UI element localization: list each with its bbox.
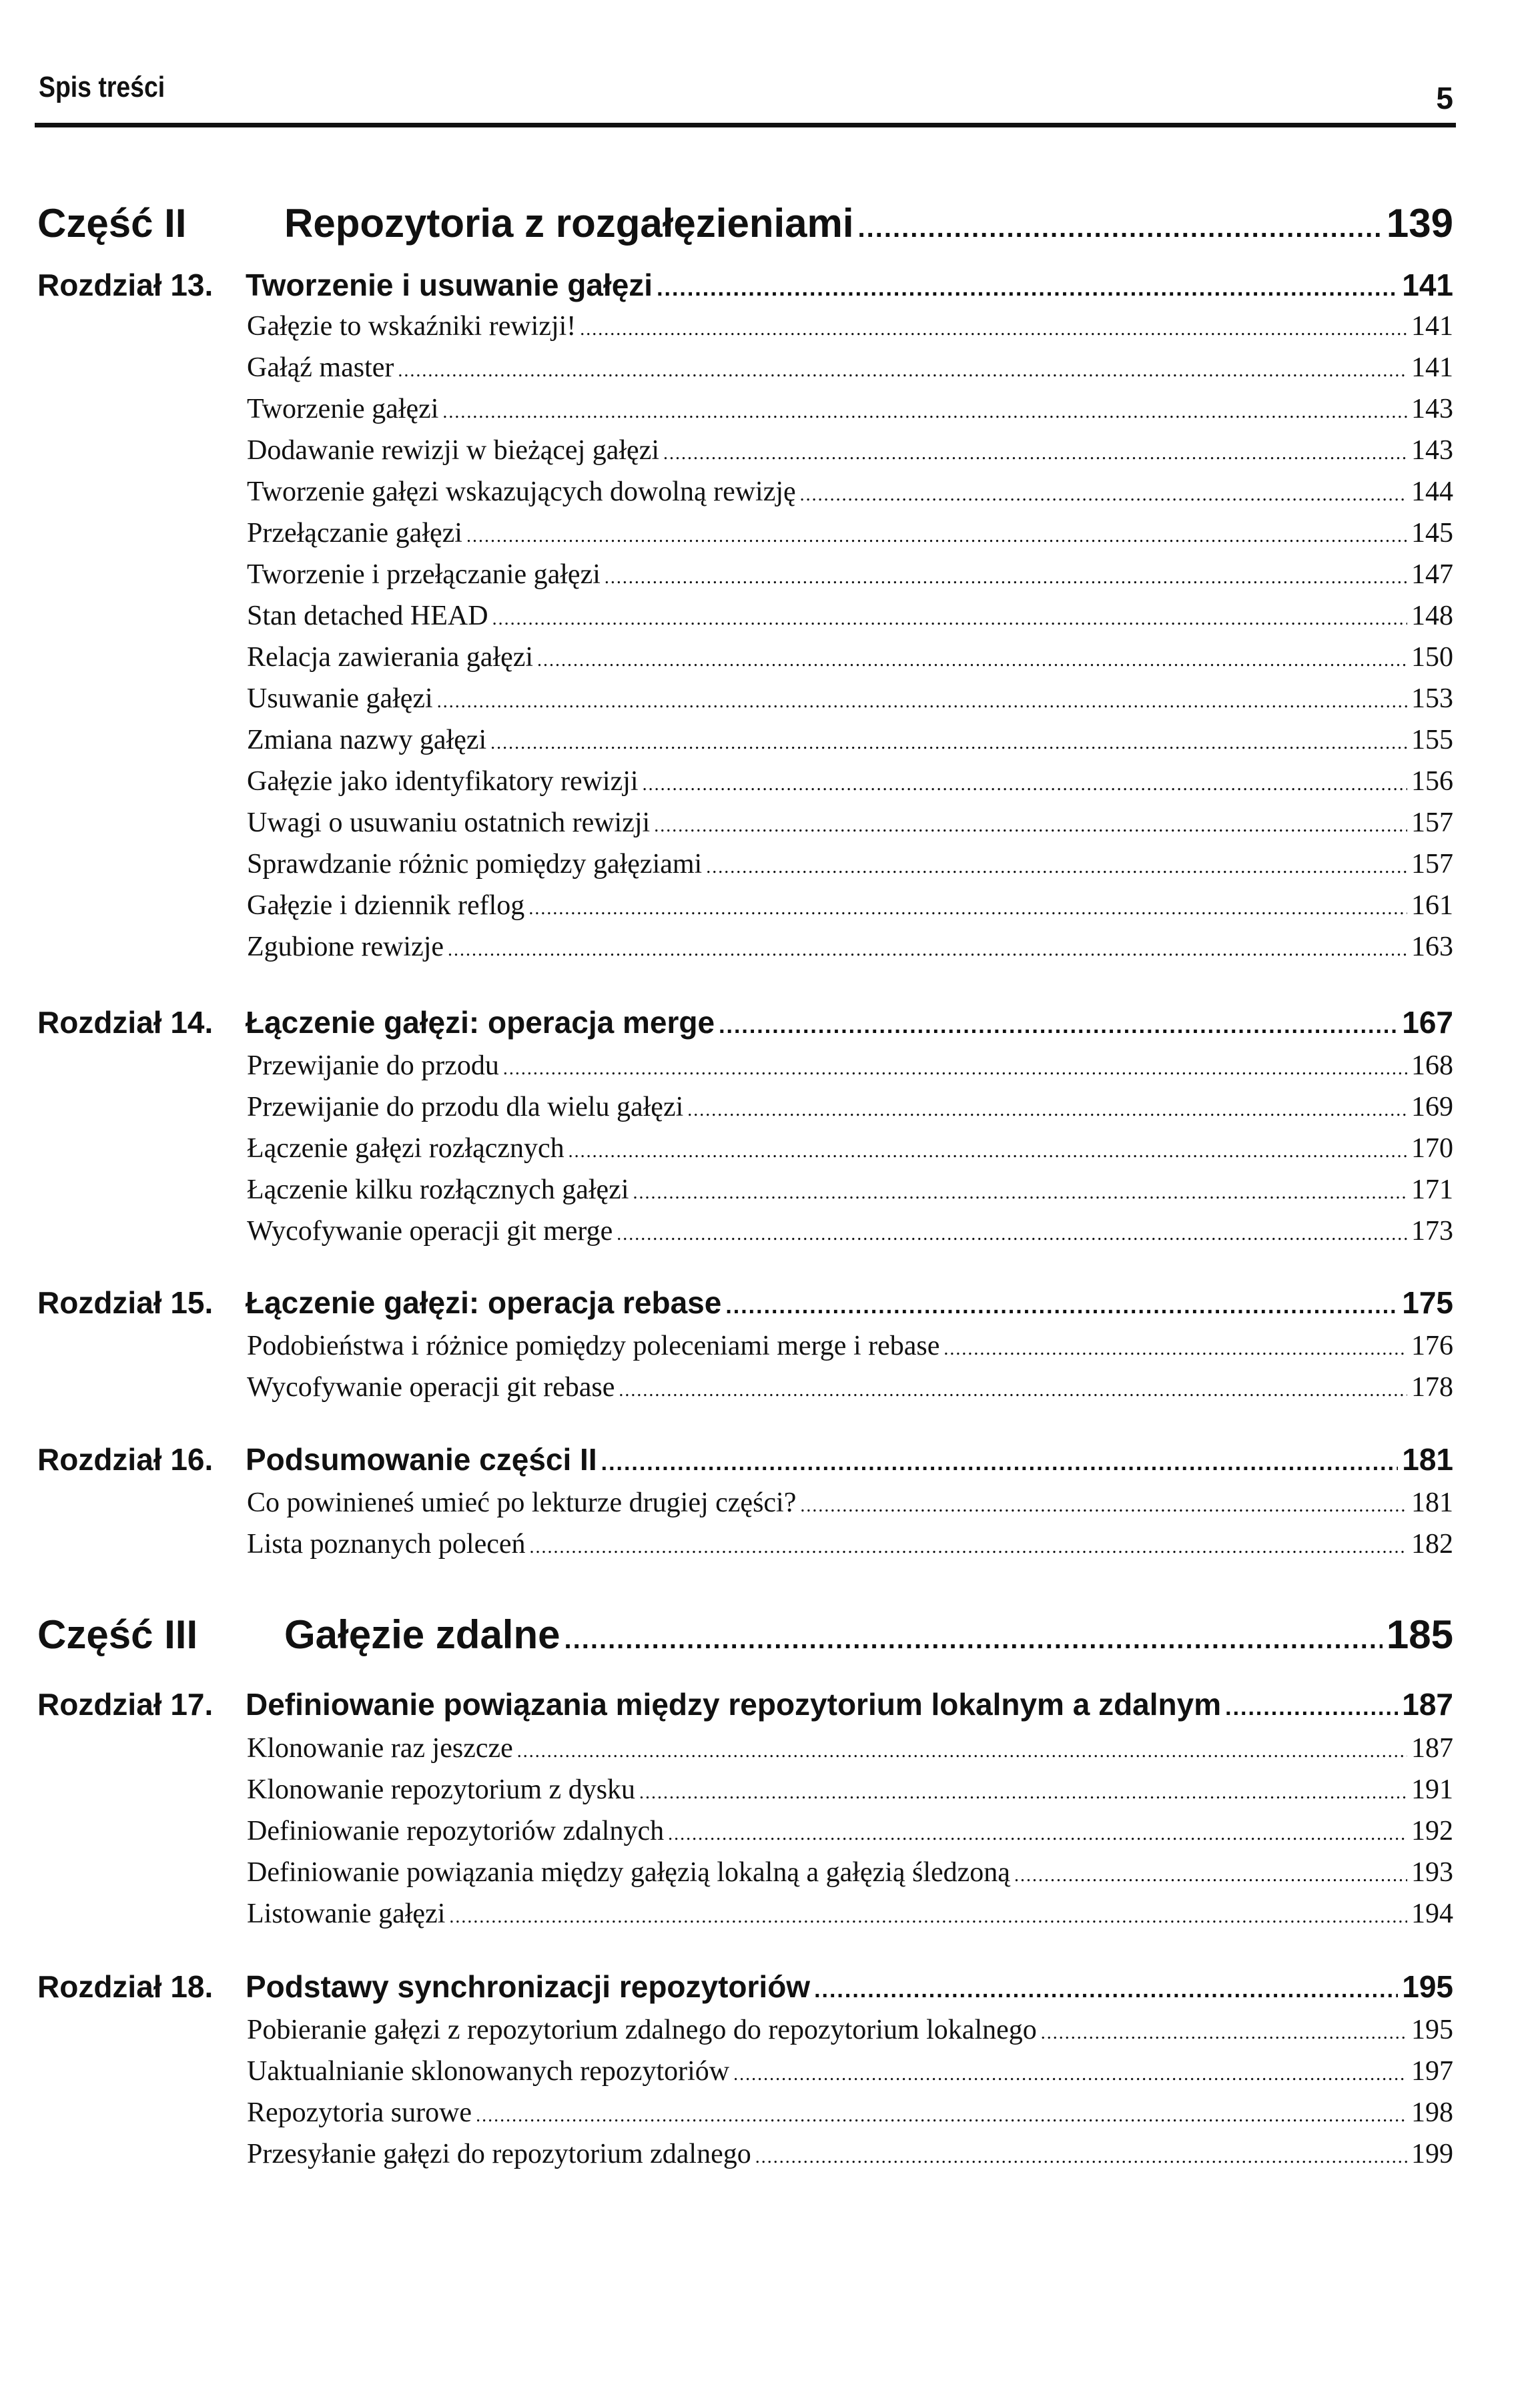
toc-section-entry[interactable] <box>0 517 1540 549</box>
toc-chapter-title: Tworzenie i usuwanie gałęzi <box>246 268 653 302</box>
toc-section-entry[interactable] <box>0 1732 1540 1764</box>
toc-section-entry[interactable] <box>0 2138 1540 2170</box>
toc-page-number: 148 <box>1411 601 1453 631</box>
dot-leader <box>639 1782 1407 1804</box>
dot-leader <box>1041 2023 1407 2044</box>
toc-section-entry[interactable] <box>0 724 1540 756</box>
toc-section-title: Dodawanie rewizji w bieżącej gałęzi <box>247 435 660 466</box>
toc-section-entry[interactable] <box>0 1898 1540 1930</box>
dot-leader <box>706 857 1407 878</box>
toc-chapter-entry[interactable] <box>0 1285 1540 1321</box>
toc-page-number: 173 <box>1411 1216 1453 1247</box>
toc-section-title: Gałęzie to wskaźniki rewizji! <box>247 311 576 342</box>
toc-section-title: Relacja zawierania gałęzi <box>247 642 534 673</box>
toc-section-title: Klonowanie repozytorium z dysku <box>247 1774 636 1805</box>
dot-leader <box>943 1339 1407 1360</box>
dot-leader <box>605 567 1407 589</box>
toc-section-entry[interactable] <box>0 641 1540 673</box>
running-header <box>39 32 1453 125</box>
toc-chapter-title: Łączenie gałęzi: operacja merge <box>246 1005 715 1040</box>
toc-section-entry[interactable] <box>0 1487 1540 1519</box>
dot-leader <box>800 484 1407 506</box>
toc-section-title: Co powinieneś umieć po lekturze drugiej części? <box>247 1487 797 1518</box>
toc-section-entry[interactable] <box>0 1815 1540 1847</box>
toc-section-title: Przewijanie do przodu <box>247 1050 499 1081</box>
dot-leader <box>725 1293 1398 1319</box>
toc-page-number: 147 <box>1411 559 1453 590</box>
toc-section-entry[interactable] <box>0 890 1540 922</box>
dot-leader <box>601 1450 1399 1476</box>
toc-page-number: 199 <box>1411 2139 1453 2169</box>
dot-leader <box>503 1058 1407 1080</box>
toc-part-title: Repozytoria z rozgałęzieniami <box>284 201 854 246</box>
toc-section-entry[interactable] <box>0 1091 1540 1123</box>
toc-section-title: Uwagi o usuwaniu ostatnich rewizji <box>247 807 651 838</box>
toc-section-entry[interactable] <box>0 1050 1540 1082</box>
toc-section-entry[interactable] <box>0 1528 1540 1560</box>
toc-section-title: Wycofywanie operacji git rebase <box>247 1372 615 1403</box>
toc-page-number: 153 <box>1411 683 1453 714</box>
toc-section-title: Definiowanie powiązania między gałęzią lokalną a gałęzią śledzoną <box>247 1857 1010 1888</box>
toc-section-title: Pobieranie gałęzi z repozytorium zdalnego do repozytorium lokalnego <box>247 2015 1037 2045</box>
toc-chapter-entry[interactable] <box>0 267 1540 303</box>
dot-leader <box>733 2064 1407 2085</box>
toc-page-number: 171 <box>1411 1174 1453 1205</box>
dot-leader <box>663 443 1407 464</box>
toc-page-number: 195 <box>1402 1969 1453 2004</box>
dot-leader <box>858 214 1383 244</box>
toc-part-title: Gałęzie zdalne <box>284 1612 560 1657</box>
toc-section-entry[interactable] <box>0 310 1540 342</box>
dot-leader <box>668 1824 1407 1845</box>
toc-section-entry[interactable] <box>0 2097 1540 2129</box>
toc-page-number: 195 <box>1411 2015 1453 2045</box>
dot-leader <box>814 1977 1398 2003</box>
toc-page-number: 187 <box>1411 1733 1453 1764</box>
toc-page-number: 156 <box>1411 766 1453 797</box>
dot-leader <box>492 609 1407 630</box>
toc-section-entry[interactable] <box>0 559 1540 591</box>
toc-section-title: Listowanie gałęzi <box>247 1899 446 1929</box>
toc-chapter-entry[interactable] <box>0 1441 1540 1477</box>
toc-page-number: 175 <box>1402 1285 1453 1320</box>
dot-leader <box>657 276 1398 302</box>
toc-page-number: 181 <box>1402 1442 1453 1477</box>
toc-section-entry[interactable] <box>0 1856 1540 1889</box>
toc-chapter-title: Podsumowanie części II <box>246 1442 597 1477</box>
toc-chapter-label: Rozdział 13. <box>37 268 214 302</box>
dot-leader <box>537 650 1407 671</box>
toc-page-number: 167 <box>1402 1005 1453 1040</box>
toc-page-number: 187 <box>1402 1687 1453 1722</box>
toc-page-number: 157 <box>1411 807 1453 838</box>
toc-page-number: 194 <box>1411 1899 1453 1929</box>
header-rule <box>35 123 1456 127</box>
toc-chapter-label: Rozdział 17. <box>37 1687 214 1722</box>
toc-page-number: 155 <box>1411 725 1453 755</box>
toc-section-title: Przesyłanie gałęzi do repozytorium zdalnego <box>247 2139 751 2169</box>
dot-leader <box>564 1625 1383 1655</box>
dot-leader <box>437 691 1407 713</box>
dot-leader <box>643 774 1407 795</box>
dot-leader <box>687 1100 1407 1121</box>
dot-leader <box>398 360 1407 382</box>
dot-leader <box>448 940 1407 961</box>
toc-section-entry[interactable] <box>0 848 1540 880</box>
toc-page-number: 139 <box>1386 201 1453 246</box>
toc-section-title: Przełączanie gałęzi <box>247 518 462 549</box>
toc-section-title: Usuwanie gałęzi <box>247 683 433 714</box>
toc-page-number: 181 <box>1411 1487 1453 1518</box>
toc-page-number: 141 <box>1411 311 1453 342</box>
dot-leader <box>800 1495 1407 1517</box>
toc-part-label: Część III <box>37 1612 198 1657</box>
header-page-number: 5 <box>1436 81 1453 115</box>
toc-page-number: 143 <box>1411 394 1453 424</box>
toc-chapter-label: Rozdział 16. <box>37 1442 214 1477</box>
toc-section-entry[interactable] <box>0 476 1540 508</box>
toc-page-number: 150 <box>1411 642 1453 673</box>
toc-chapter-title: Podstawy synchronizacji repozytoriów <box>246 1969 811 2004</box>
dot-leader <box>568 1141 1407 1162</box>
dot-leader <box>755 2147 1407 2168</box>
toc-chapter-entry[interactable] <box>0 1004 1540 1040</box>
toc-section-title: Tworzenie i przełączanie gałęzi <box>247 559 601 590</box>
toc-page-number: 143 <box>1411 435 1453 466</box>
toc-chapter-label: Rozdział 14. <box>37 1005 214 1040</box>
toc-section-title: Łączenie kilku rozłącznych gałęzi <box>247 1174 629 1205</box>
toc-page-number: 145 <box>1411 518 1453 549</box>
toc-section-entry[interactable] <box>0 2055 1540 2087</box>
toc-chapter-label: Rozdział 18. <box>37 1969 214 2004</box>
toc-section-title: Podobieństwa i różnice pomiędzy poleceniami merge i rebase <box>247 1331 940 1361</box>
toc-page-number: 192 <box>1411 1816 1453 1846</box>
toc-page-number: 182 <box>1411 1529 1453 1560</box>
toc-page-number: 161 <box>1411 890 1453 921</box>
toc-section-title: Uaktualnianie sklonowanych repozytoriów <box>247 2056 730 2087</box>
toc-page-number: 169 <box>1411 1092 1453 1122</box>
toc-section-entry[interactable] <box>0 600 1540 632</box>
toc-section-title: Gałąź master <box>247 352 394 383</box>
dot-leader <box>617 1224 1407 1245</box>
toc-section-entry[interactable] <box>0 1371 1540 1403</box>
toc-page-number: 170 <box>1411 1133 1453 1164</box>
dot-leader <box>449 1907 1407 1928</box>
dot-leader <box>619 1380 1407 1401</box>
dot-leader <box>1225 1695 1398 1721</box>
toc-chapter-entry[interactable] <box>0 1686 1540 1722</box>
toc-section-entry[interactable] <box>0 807 1540 839</box>
toc-section-title: Tworzenie gałęzi <box>247 394 439 424</box>
toc-page-number: 178 <box>1411 1372 1453 1403</box>
toc-chapter-entry[interactable] <box>0 1969 1540 2005</box>
toc-section-title: Definiowanie repozytoriów zdalnych <box>247 1816 665 1846</box>
toc-part-entry[interactable] <box>0 1612 1540 1658</box>
toc-page-number: 141 <box>1411 352 1453 383</box>
toc-section-title: Wycofywanie operacji git merge <box>247 1216 613 1247</box>
toc-chapter-label: Rozdział 15. <box>37 1285 214 1320</box>
toc-section-entry[interactable] <box>0 1132 1540 1164</box>
toc-section-entry[interactable] <box>0 765 1540 797</box>
dot-leader <box>719 1013 1398 1039</box>
toc-page-number: 141 <box>1402 268 1453 302</box>
dot-leader <box>633 1182 1408 1204</box>
toc-section-entry[interactable] <box>0 352 1540 384</box>
toc-page-number: 163 <box>1411 932 1453 962</box>
toc-part-entry[interactable] <box>0 200 1540 246</box>
toc-part-label: Część II <box>37 201 187 246</box>
toc-page-number: 193 <box>1411 1857 1453 1888</box>
dot-leader <box>466 526 1407 547</box>
toc-page-number: 157 <box>1411 849 1453 880</box>
toc-page-number: 191 <box>1411 1774 1453 1805</box>
toc-section-title: Łączenie gałęzi rozłącznych <box>247 1133 564 1164</box>
dot-leader <box>517 1741 1407 1762</box>
toc-section-entry[interactable] <box>0 2014 1540 2046</box>
toc-section-entry[interactable] <box>0 931 1540 963</box>
toc-section-entry[interactable] <box>0 1174 1540 1206</box>
toc-page-number: 168 <box>1411 1050 1453 1081</box>
toc-section-title: Zgubione rewizje <box>247 932 444 962</box>
toc-section-title: Tworzenie gałęzi wskazujących dowolną rewizję <box>247 476 796 507</box>
toc-section-entry[interactable] <box>0 1774 1540 1806</box>
toc-section-title: Klonowanie raz jeszcze <box>247 1733 513 1764</box>
toc-page-number: 176 <box>1411 1331 1453 1361</box>
dot-leader <box>528 898 1407 920</box>
dot-leader <box>490 733 1407 754</box>
toc-section-title: Przewijanie do przodu dla wielu gałęzi <box>247 1092 684 1122</box>
toc-section-title: Repozytoria surowe <box>247 2097 472 2128</box>
toc-section-title: Gałęzie jako identyfikatory rewizji <box>247 766 639 797</box>
dot-leader <box>476 2105 1407 2127</box>
toc-section-entry[interactable] <box>0 434 1540 466</box>
toc-page-number: 144 <box>1411 476 1453 507</box>
toc-section-title: Zmiana nazwy gałęzi <box>247 725 487 755</box>
toc-chapter-title: Łączenie gałęzi: operacja rebase <box>246 1285 722 1320</box>
dot-leader <box>530 1537 1408 1558</box>
toc-page-number: 197 <box>1411 2056 1453 2087</box>
toc-page-number: 185 <box>1386 1612 1453 1657</box>
toc-section-title: Sprawdzanie różnic pomiędzy gałęziami <box>247 849 703 880</box>
toc-section-title: Gałęzie i dziennik reflog <box>247 890 525 921</box>
dot-leader <box>442 402 1407 423</box>
toc-section-entry[interactable] <box>0 1330 1540 1362</box>
toc-page-number: 198 <box>1411 2097 1453 2128</box>
toc-section-entry[interactable] <box>0 683 1540 715</box>
dot-leader <box>580 319 1407 340</box>
toc-section-title: Lista poznanych poleceń <box>247 1529 526 1560</box>
header-title: Spis treści <box>39 71 165 103</box>
dot-leader <box>654 815 1407 837</box>
toc-section-title: Stan detached HEAD <box>247 601 488 631</box>
dot-leader <box>1014 1865 1407 1886</box>
toc-section-entry[interactable] <box>0 393 1540 425</box>
toc-section-entry[interactable] <box>0 1215 1540 1247</box>
toc-chapter-title: Definiowanie powiązania między repozytorium lokalnym a zdalnym <box>246 1687 1222 1722</box>
